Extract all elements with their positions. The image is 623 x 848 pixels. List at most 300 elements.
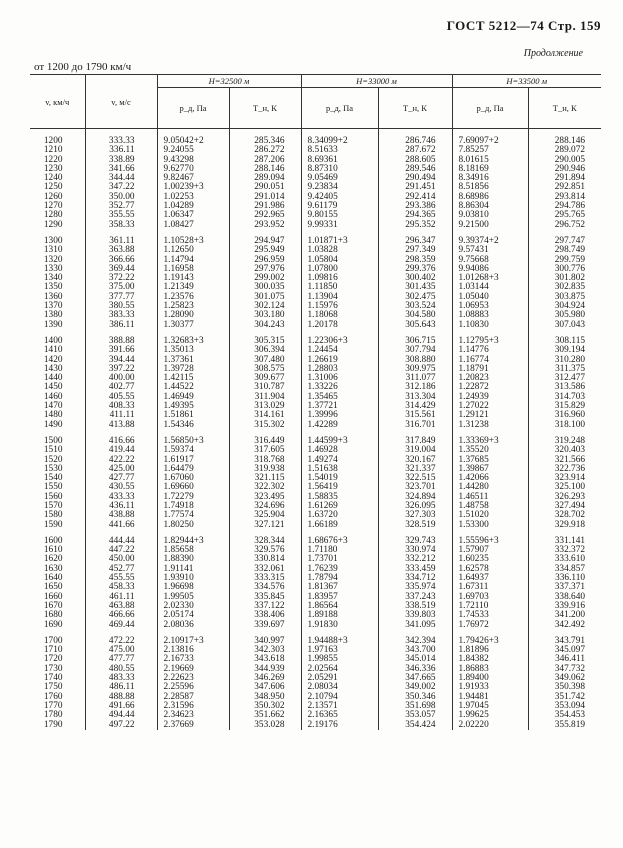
temperature-cell: 333.610 — [528, 555, 601, 564]
temperature-cell: 289.546 — [378, 165, 452, 174]
speed-kmh-cell: 1630 — [43, 563, 63, 574]
temperature-cell: 353.094 — [528, 702, 601, 711]
temperature-cell: 293.814 — [528, 193, 601, 202]
pressure-cell: 1.37685 — [452, 456, 528, 465]
speed-ms-cell: 483.33 — [85, 674, 157, 683]
pressure-cell: 1.04289 — [157, 202, 229, 211]
pressure-cell: 1.28090 — [157, 311, 229, 320]
temperature-cell: 346.269 — [229, 674, 301, 683]
pressure-cell: 8.01615 — [452, 156, 528, 165]
pressure-cell: 1.81896 — [452, 646, 528, 655]
pressure-cell: 1.69660 — [157, 483, 229, 492]
pressure-cell: 1.94481 — [452, 693, 528, 702]
temperature-cell: 299.759 — [528, 256, 601, 265]
temperature-cell: 312.186 — [378, 383, 452, 392]
temperature-cell: 333.315 — [229, 574, 301, 583]
temperature-cell: 343.700 — [378, 646, 452, 655]
pressure-cell: 1.11850 — [301, 283, 378, 292]
speed-kmh-cell: 1570 — [43, 500, 63, 511]
temperature-cell: 292.851 — [528, 183, 601, 192]
speed-ms-cell: 338.89 — [85, 156, 157, 165]
temperature-cell: 303.180 — [229, 311, 301, 320]
temperature-cell: 308.880 — [378, 356, 452, 365]
temperature-cell: 311.904 — [229, 393, 301, 402]
pressure-cell: 1.54019 — [301, 474, 378, 483]
temperature-cell: 302.124 — [229, 302, 301, 311]
temperature-cell: 348.950 — [229, 693, 301, 702]
speed-ms-cell: 388.88 — [85, 337, 157, 346]
temperature-cell: 314.161 — [229, 411, 301, 420]
temperature-cell: 322.736 — [528, 465, 601, 474]
pressure-cell: 9.21500 — [452, 221, 528, 230]
pressure-cell: 1.10830 — [452, 321, 528, 330]
pressure-cell: 1.93910 — [157, 574, 229, 583]
speed-kmh-cell: 1560 — [43, 491, 63, 502]
temperature-cell: 323.495 — [229, 493, 301, 502]
temperature-cell: 336.110 — [528, 574, 601, 583]
temperature-cell: 319.938 — [229, 465, 301, 474]
temperature-cell: 288.146 — [229, 165, 301, 174]
speed-kmh-cell: 1790 — [43, 719, 63, 730]
temperature-cell: 334.576 — [229, 583, 301, 592]
temperature-cell: 314.429 — [378, 402, 452, 411]
temperature-cell: 298.749 — [528, 246, 601, 255]
temperature-cell: 304.243 — [229, 321, 301, 330]
temperature-cell: 299.002 — [229, 274, 301, 283]
pressure-cell: 1.83957 — [301, 593, 378, 602]
temperature-cell: 304.580 — [378, 311, 452, 320]
speed-kmh-cell: 1370 — [43, 301, 63, 312]
pressure-cell: 1.18068 — [301, 311, 378, 320]
pressure-cell: 8.69361 — [301, 156, 378, 165]
atmosphere-table — [30, 74, 601, 730]
speed-kmh-cell: 1650 — [43, 582, 63, 593]
pressure-cell: 9.82467 — [157, 174, 229, 183]
speed-ms-cell: 466.66 — [85, 611, 157, 620]
speed-kmh-cell: 1490 — [43, 419, 63, 430]
temperature-cell: 340.997 — [229, 637, 301, 646]
temperature-cell: 317.605 — [229, 446, 301, 455]
temperature-cell: 324.696 — [229, 502, 301, 511]
pressure-cell: 1.59374 — [157, 446, 229, 455]
temperature-cell: 290.051 — [229, 183, 301, 192]
pressure-cell: 1.39867 — [452, 465, 528, 474]
speed-kmh-cell: 1340 — [43, 273, 63, 284]
temperature-cell: 347.732 — [528, 665, 601, 674]
speed-ms-cell: 372.22 — [85, 274, 157, 283]
temperature-cell: 342.303 — [229, 646, 301, 655]
temperature-cell: 308.575 — [229, 365, 301, 374]
pressure-cell: 1.27022 — [452, 402, 528, 411]
speed-ms-cell: 422.22 — [85, 456, 157, 465]
pressure-cell: 1.66189 — [301, 521, 378, 530]
pressure-cell: 1.88390 — [157, 555, 229, 564]
speed-ms-cell: 402.77 — [85, 383, 157, 392]
temperature-cell: 350.302 — [229, 702, 301, 711]
temperature-cell: 327.494 — [528, 502, 601, 511]
speed-kmh-cell: 1590 — [43, 519, 63, 530]
pressure-cell: 1.39996 — [301, 411, 378, 420]
pressure-cell: 1.76972 — [452, 621, 528, 630]
temperature-cell: 305.315 — [229, 337, 301, 346]
temperature-cell: 289.072 — [528, 146, 601, 155]
temperature-cell: 328.344 — [229, 537, 301, 546]
pressure-cell: 1.61269 — [301, 502, 378, 511]
temperature-cell: 303.524 — [378, 302, 452, 311]
temperature-cell: 299.376 — [378, 265, 452, 274]
temperature-cell: 343.618 — [229, 655, 301, 664]
speed-ms-cell: 355.55 — [85, 211, 157, 220]
temperature-cell: 313.029 — [229, 402, 301, 411]
pressure-cell: 1.74533 — [452, 611, 528, 620]
col-altitude-32500: H=32500 м — [157, 75, 301, 88]
temperature-cell: 308.115 — [528, 337, 601, 346]
pressure-cell: 1.35465 — [301, 393, 378, 402]
pressure-cell: 1.25823 — [157, 302, 229, 311]
speed-kmh-cell: 1600 — [43, 535, 63, 546]
pressure-cell: 1.86883 — [452, 665, 528, 674]
speed-ms-cell: 497.22 — [85, 721, 157, 730]
speed-ms-cell: 480.55 — [85, 665, 157, 674]
pressure-cell: 1.57907 — [452, 546, 528, 555]
pressure-cell: 1.61917 — [157, 456, 229, 465]
speed-kmh-cell: 1580 — [43, 510, 63, 521]
table-row — [30, 621, 601, 630]
temperature-cell: 301.435 — [378, 283, 452, 292]
pressure-cell: 1.89400 — [452, 674, 528, 683]
col-pressure: p_д, Па — [452, 88, 528, 129]
pressure-cell: 1.35013 — [157, 346, 229, 355]
speed-ms-cell: 386.11 — [85, 321, 157, 330]
temperature-cell: 330.974 — [378, 546, 452, 555]
temperature-cell: 311.077 — [378, 374, 452, 383]
temperature-cell: 355.819 — [528, 721, 601, 730]
temperature-cell: 294.786 — [528, 202, 601, 211]
temperature-cell: 309.975 — [378, 365, 452, 374]
pressure-cell: 1.24454 — [301, 346, 378, 355]
pressure-cell: 1.20178 — [301, 321, 378, 330]
temperature-cell: 326.293 — [528, 493, 601, 502]
temperature-cell: 324.894 — [378, 493, 452, 502]
pressure-cell: 1.12795+3 — [452, 337, 528, 346]
speed-ms-cell: 413.88 — [85, 421, 157, 430]
pressure-cell: 1.73701 — [301, 555, 378, 564]
temperature-cell: 350.398 — [528, 683, 601, 692]
temperature-cell: 345.097 — [528, 646, 601, 655]
pressure-cell: 1.46511 — [452, 493, 528, 502]
temperature-cell: 289.094 — [229, 174, 301, 183]
pressure-cell: 9.94086 — [452, 265, 528, 274]
temperature-cell: 303.875 — [528, 293, 601, 302]
pressure-cell: 8.18169 — [452, 165, 528, 174]
temperature-cell: 293.386 — [378, 202, 452, 211]
speed-ms-cell: 358.33 — [85, 221, 157, 230]
temperature-cell: 339.803 — [378, 611, 452, 620]
temperature-cell: 313.304 — [378, 393, 452, 402]
temperature-cell: 316.701 — [378, 421, 452, 430]
temperature-cell: 285.346 — [229, 137, 301, 146]
pressure-cell: 2.02220 — [452, 721, 528, 730]
speed-ms-cell: 494.44 — [85, 711, 157, 720]
temperature-cell: 305.980 — [528, 311, 601, 320]
temperature-cell: 296.752 — [528, 221, 601, 230]
table-body — [30, 129, 601, 730]
table-row — [30, 421, 601, 430]
temperature-cell: 325.904 — [229, 511, 301, 520]
temperature-cell: 321.566 — [528, 456, 601, 465]
pressure-cell: 7.69097+2 — [452, 137, 528, 146]
temperature-cell: 332.061 — [229, 565, 301, 574]
pressure-cell: 1.35520 — [452, 446, 528, 455]
pressure-cell: 8.86304 — [452, 202, 528, 211]
temperature-cell: 293.952 — [229, 221, 301, 230]
pressure-cell: 1.99505 — [157, 593, 229, 602]
pressure-cell: 1.54346 — [157, 421, 229, 430]
pressure-cell: 2.19669 — [157, 665, 229, 674]
pressure-cell: 9.80155 — [301, 211, 378, 220]
pressure-cell: 1.02253 — [157, 193, 229, 202]
pressure-cell: 1.91141 — [157, 565, 229, 574]
temperature-cell: 290.005 — [528, 156, 601, 165]
temperature-cell: 318.768 — [229, 456, 301, 465]
pressure-cell: 1.55596+3 — [452, 537, 528, 546]
col-speed-kmh: v, км/ч — [30, 75, 85, 129]
speed-range-label: от 1200 до 1790 км/ч — [34, 61, 132, 73]
pressure-cell: 1.97163 — [301, 646, 378, 655]
speed-ms-cell: 344.44 — [85, 174, 157, 183]
pressure-cell: 1.91933 — [452, 683, 528, 692]
pressure-cell: 2.22623 — [157, 674, 229, 683]
pressure-cell: 1.21349 — [157, 283, 229, 292]
speed-kmh-cell: 1480 — [43, 410, 63, 421]
pressure-cell: 1.14776 — [452, 346, 528, 355]
temperature-cell: 290.494 — [378, 174, 452, 183]
pressure-cell: 1.44522 — [157, 383, 229, 392]
pressure-cell: 1.15976 — [301, 302, 378, 311]
pressure-cell: 2.10794 — [301, 693, 378, 702]
temperature-cell: 292.414 — [378, 193, 452, 202]
speed-ms-cell: 416.66 — [85, 437, 157, 446]
temperature-cell: 350.346 — [378, 693, 452, 702]
speed-kmh-cell: 1400 — [43, 335, 63, 346]
speed-kmh-cell: 1270 — [43, 201, 63, 212]
pressure-cell: 1.71180 — [301, 546, 378, 555]
temperature-cell: 349.062 — [528, 674, 601, 683]
speed-kmh-cell: 1510 — [43, 445, 63, 456]
table-row — [30, 321, 601, 330]
pressure-cell: 1.49395 — [157, 402, 229, 411]
col-altitude-33500: H=33500 м — [452, 75, 601, 88]
pressure-cell: 2.25596 — [157, 683, 229, 692]
speed-kmh-cell: 1460 — [43, 391, 63, 402]
temperature-cell: 351.698 — [378, 702, 452, 711]
temperature-cell: 321.115 — [229, 474, 301, 483]
pressure-cell: 2.28587 — [157, 693, 229, 702]
pressure-cell: 1.82944+3 — [157, 537, 229, 546]
pressure-cell: 1.91830 — [301, 621, 378, 630]
pressure-cell: 8.51856 — [452, 183, 528, 192]
table-row — [30, 221, 601, 230]
pressure-cell: 2.34623 — [157, 711, 229, 720]
speed-ms-cell: 369.44 — [85, 265, 157, 274]
speed-kmh-cell: 1520 — [43, 454, 63, 465]
pressure-cell: 9.57431 — [452, 246, 528, 255]
speed-kmh-cell: 1700 — [43, 635, 63, 646]
temperature-cell: 335.974 — [378, 583, 452, 592]
speed-ms-cell: 375.00 — [85, 283, 157, 292]
speed-kmh-cell: 1660 — [43, 591, 63, 602]
speed-kmh-cell: 1380 — [43, 310, 63, 321]
pressure-cell: 1.08883 — [452, 311, 528, 320]
temperature-cell: 323.914 — [528, 474, 601, 483]
pressure-cell: 1.42115 — [157, 374, 229, 383]
temperature-cell: 290.946 — [528, 165, 601, 174]
pressure-cell: 1.89188 — [301, 611, 378, 620]
pressure-cell: 1.01268+3 — [452, 274, 528, 283]
temperature-cell: 345.014 — [378, 655, 452, 664]
col-temperature: T_н, К — [229, 88, 301, 129]
speed-ms-cell: 463.88 — [85, 602, 157, 611]
speed-kmh-cell: 1640 — [43, 573, 63, 584]
pressure-cell: 1.60235 — [452, 555, 528, 564]
pressure-cell: 1.03144 — [452, 283, 528, 292]
temperature-cell: 297.747 — [528, 237, 601, 246]
speed-ms-cell: 455.55 — [85, 574, 157, 583]
pressure-cell: 9.24055 — [157, 146, 229, 155]
pressure-cell: 1.29121 — [452, 411, 528, 420]
col-temperature: T_н, К — [528, 88, 601, 129]
pressure-cell: 1.64937 — [452, 574, 528, 583]
speed-ms-cell: 380.55 — [85, 302, 157, 311]
temperature-cell: 309.194 — [528, 346, 601, 355]
speed-kmh-cell: 1360 — [43, 291, 63, 302]
pressure-cell: 8.34916 — [452, 174, 528, 183]
pressure-cell: 2.37669 — [157, 721, 229, 730]
speed-ms-cell: 397.22 — [85, 365, 157, 374]
temperature-cell: 287.672 — [378, 146, 452, 155]
speed-ms-cell: 436.11 — [85, 502, 157, 511]
speed-kmh-cell: 1200 — [43, 136, 63, 146]
pressure-cell: 8.34099+2 — [301, 137, 378, 146]
temperature-cell: 325.100 — [528, 483, 601, 492]
temperature-cell: 322.302 — [229, 483, 301, 492]
temperature-cell: 327.303 — [378, 511, 452, 520]
temperature-cell: 310.787 — [229, 383, 301, 392]
pressure-cell: 2.08034 — [301, 683, 378, 692]
pressure-cell: 1.08427 — [157, 221, 229, 230]
pressure-cell: 9.05042+2 — [157, 137, 229, 146]
speed-kmh-cell: 1750 — [43, 682, 63, 693]
speed-ms-cell: 419.44 — [85, 446, 157, 455]
pressure-cell: 1.06953 — [452, 302, 528, 311]
pressure-cell: 1.53300 — [452, 521, 528, 530]
speed-kmh-cell: 1260 — [43, 191, 63, 202]
pressure-cell: 1.03828 — [301, 246, 378, 255]
pressure-cell: 1.22306+3 — [301, 337, 378, 346]
pressure-cell: 1.00239+3 — [157, 183, 229, 192]
pressure-cell: 2.02564 — [301, 665, 378, 674]
temperature-cell: 298.359 — [378, 256, 452, 265]
pressure-cell: 1.12650 — [157, 246, 229, 255]
temperature-cell: 333.459 — [378, 565, 452, 574]
temperature-cell: 339.697 — [229, 621, 301, 630]
pressure-cell: 1.30377 — [157, 321, 229, 330]
temperature-cell: 300.776 — [528, 265, 601, 274]
speed-kmh-cell: 1620 — [43, 554, 63, 565]
pressure-cell: 1.01871+3 — [301, 237, 378, 246]
temperature-cell: 288.605 — [378, 156, 452, 165]
speed-ms-cell: 383.33 — [85, 311, 157, 320]
pressure-cell: 1.05804 — [301, 256, 378, 265]
pressure-cell: 1.67311 — [452, 583, 528, 592]
speed-kmh-cell: 1310 — [43, 245, 63, 256]
speed-kmh-cell: 1610 — [43, 545, 63, 556]
pressure-cell: 1.51020 — [452, 511, 528, 520]
temperature-cell: 347.606 — [229, 683, 301, 692]
temperature-cell: 310.280 — [528, 356, 601, 365]
speed-ms-cell: 405.55 — [85, 393, 157, 402]
speed-ms-cell: 352.77 — [85, 202, 157, 211]
pressure-cell: 1.78794 — [301, 574, 378, 583]
temperature-cell: 311.375 — [528, 365, 601, 374]
temperature-cell: 346.336 — [378, 665, 452, 674]
pressure-cell: 1.26619 — [301, 356, 378, 365]
pressure-cell: 1.67060 — [157, 474, 229, 483]
speed-ms-cell: 363.88 — [85, 246, 157, 255]
pressure-cell: 1.99855 — [301, 655, 378, 664]
speed-ms-cell: 441.66 — [85, 521, 157, 530]
pressure-cell: 9.05469 — [301, 174, 378, 183]
speed-kmh-cell: 1500 — [43, 435, 63, 446]
pressure-cell: 1.33369+3 — [452, 437, 528, 446]
temperature-cell: 296.347 — [378, 237, 452, 246]
pressure-cell: 2.05174 — [157, 611, 229, 620]
speed-ms-cell: 452.77 — [85, 565, 157, 574]
temperature-cell: 301.802 — [528, 274, 601, 283]
pressure-cell: 1.16958 — [157, 265, 229, 274]
temperature-cell: 334.712 — [378, 574, 452, 583]
speed-kmh-cell: 1740 — [43, 673, 63, 684]
temperature-cell: 328.519 — [378, 521, 452, 530]
temperature-cell: 296.959 — [229, 256, 301, 265]
pressure-cell: 1.80250 — [157, 521, 229, 530]
temperature-cell: 315.302 — [229, 421, 301, 430]
speed-kmh-cell: 1680 — [43, 610, 63, 621]
temperature-cell: 316.960 — [528, 411, 601, 420]
speed-kmh-cell: 1720 — [43, 654, 63, 665]
temperature-cell: 294.365 — [378, 211, 452, 220]
pressure-cell: 1.63720 — [301, 511, 378, 520]
speed-ms-cell: 477.77 — [85, 655, 157, 664]
speed-ms-cell: 427.77 — [85, 474, 157, 483]
speed-kmh-cell: 1760 — [43, 691, 63, 702]
temperature-cell: 309.677 — [229, 374, 301, 383]
pressure-cell: 1.51638 — [301, 465, 378, 474]
speed-ms-cell: 491.66 — [85, 702, 157, 711]
temperature-cell: 329.918 — [528, 521, 601, 530]
col-temperature: T_н, К — [378, 88, 452, 129]
pressure-cell: 1.18791 — [452, 365, 528, 374]
temperature-cell: 319.248 — [528, 437, 601, 446]
temperature-cell: 305.643 — [378, 321, 452, 330]
temperature-cell: 318.100 — [528, 421, 601, 430]
pressure-cell: 1.05040 — [452, 293, 528, 302]
temperature-cell: 317.849 — [378, 437, 452, 446]
temperature-cell: 297.349 — [378, 246, 452, 255]
temperature-cell: 329.743 — [378, 537, 452, 546]
temperature-cell: 288.146 — [528, 137, 601, 146]
pressure-cell: 1.42289 — [301, 421, 378, 430]
